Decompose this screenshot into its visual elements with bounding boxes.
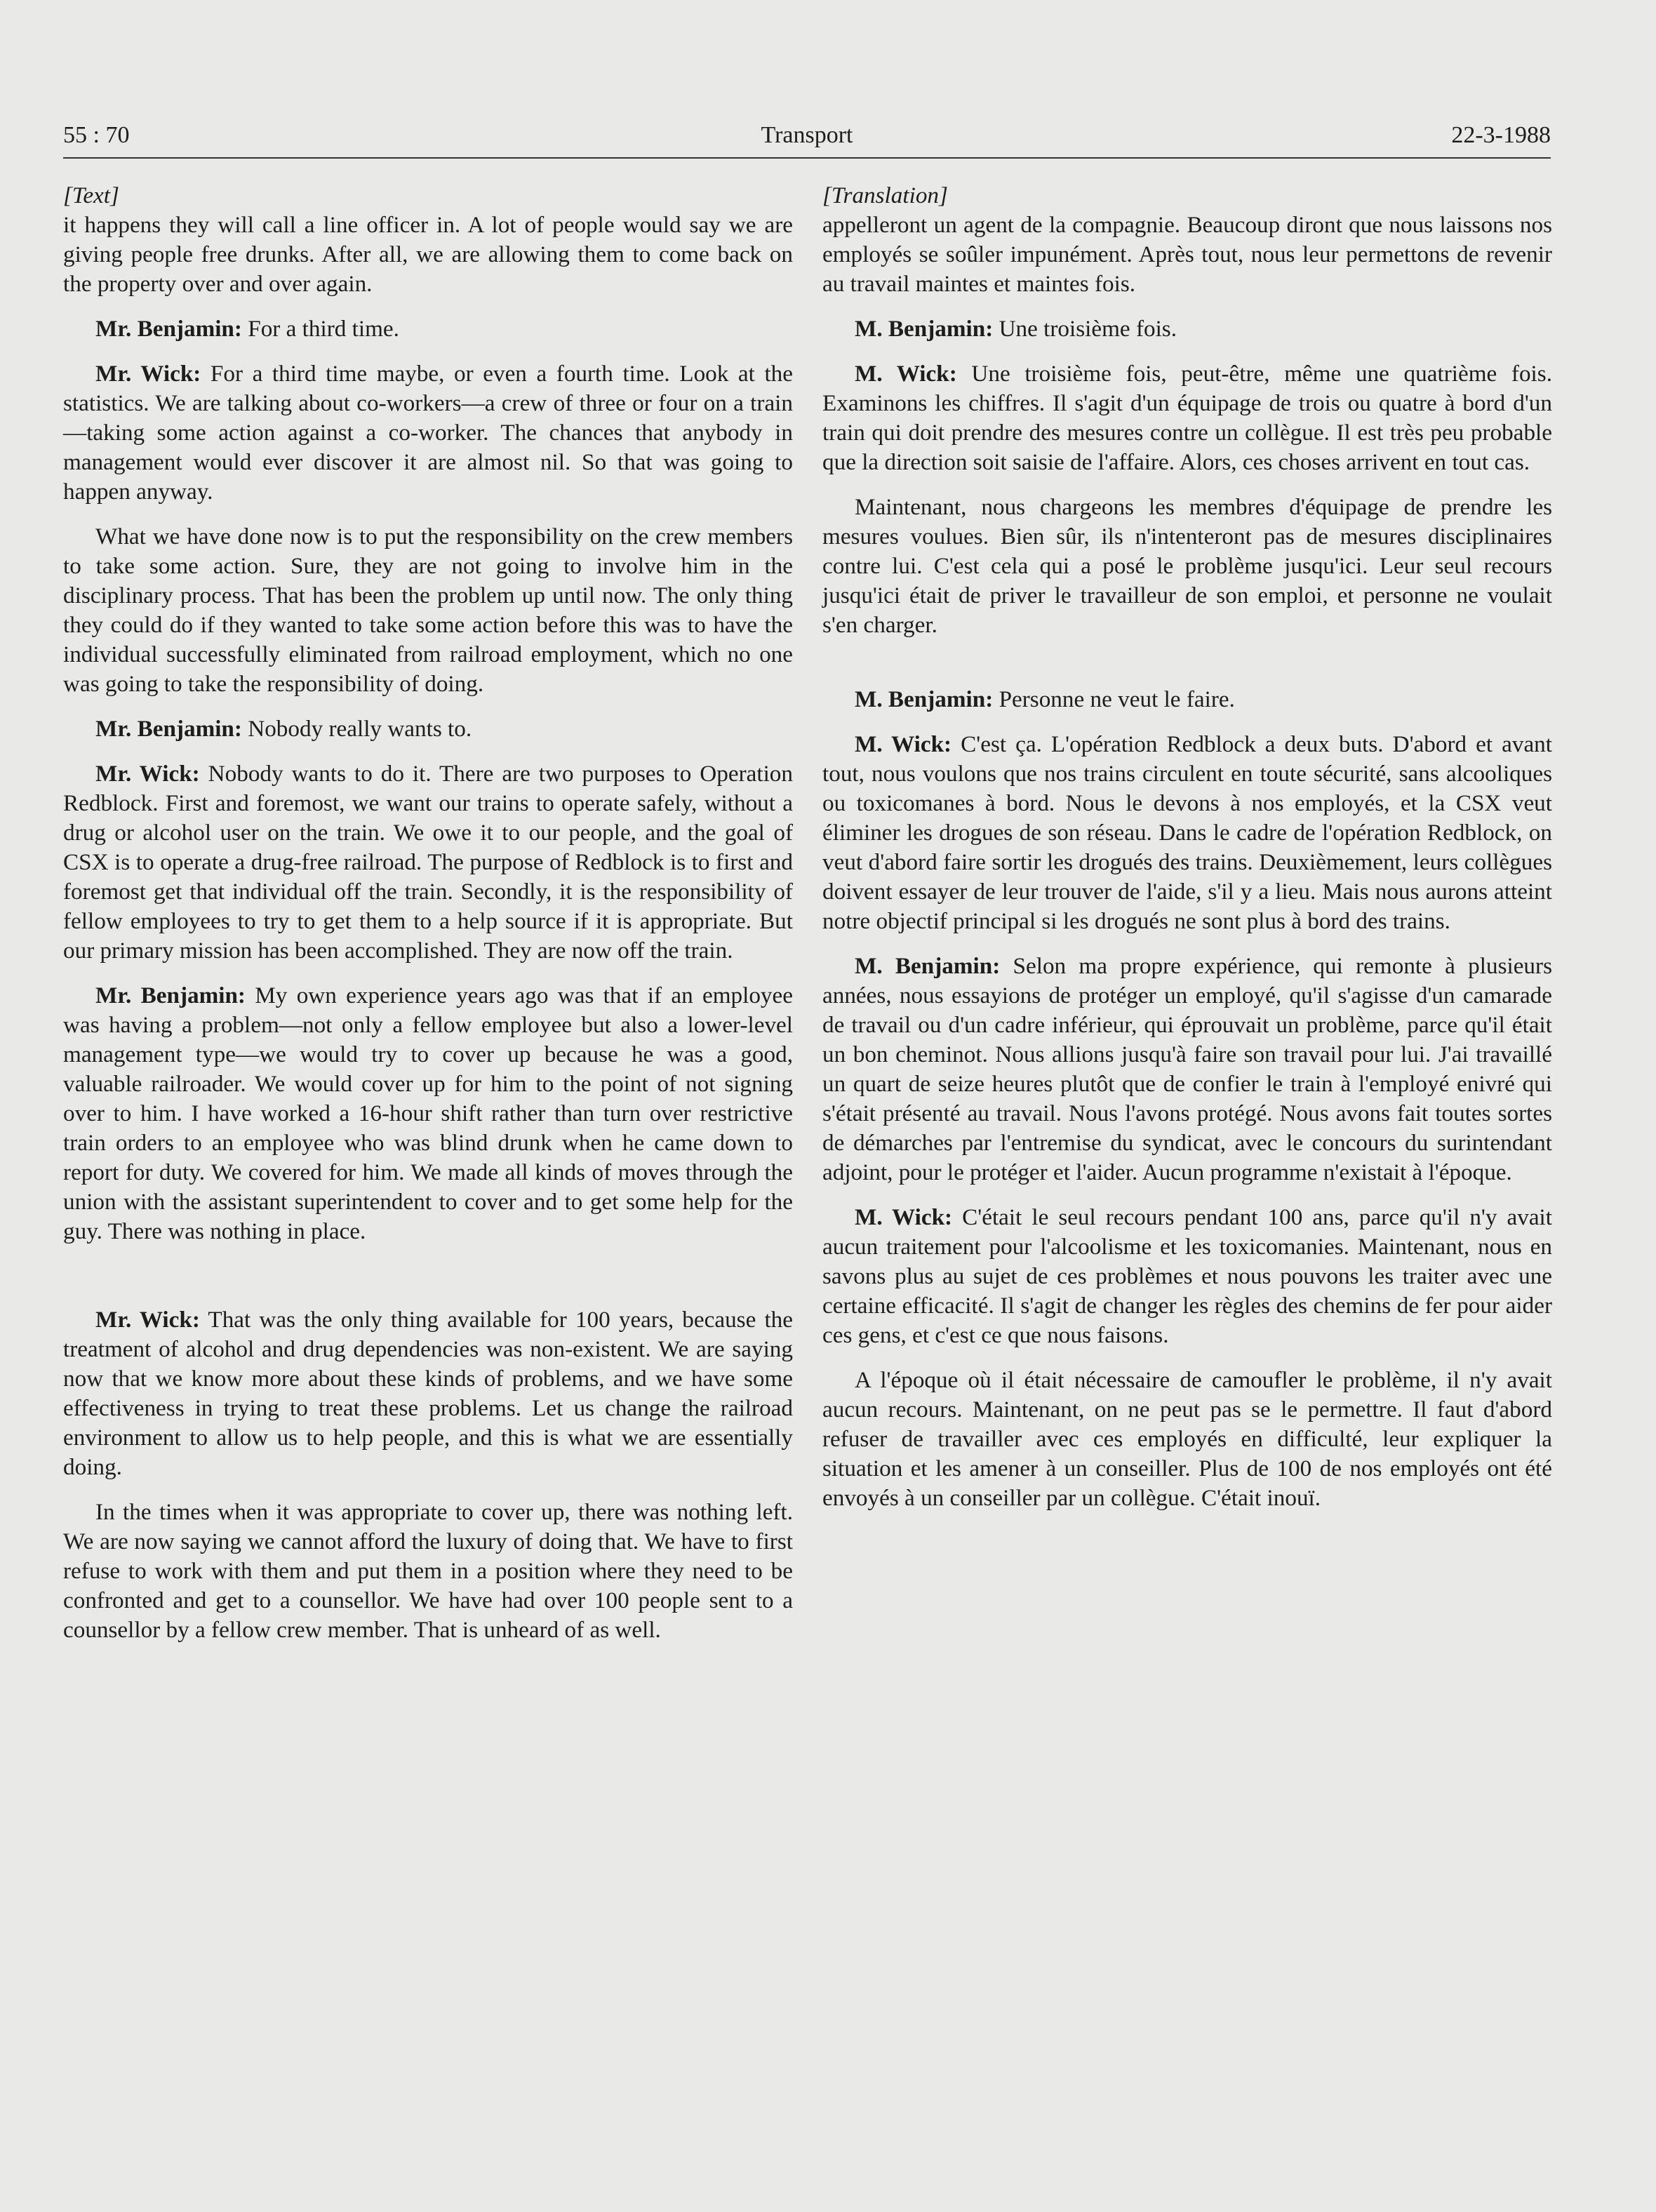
page-number: 55 : 70 (63, 122, 130, 148)
paragraph-text: My own experience years ago was that if an employee was having a problem—not only a fellow employee but also a lower-level management type—we would try to cover up because he was a good, valuable railroader. We would cover up for him to the point of not signing over to him. I have worked a 16-hour shift rather than turn over restrictive train orders to an employee who was blind drunk when he came down to report for duty. We covered for him. We made all kinds of moves through the union with the assistant superintendent to cover and to get some help for the guy. There was nothing in place. (63, 982, 793, 1244)
paragraph-text: Une troisième fois, peut-être, même une quatrième fois. Examinons les chiffres. Il s'agit d'un équipage de trois ou quatre à bord d'un train qui doit prendre des mesures contre un collègue. Il est très peu probable que la direction soit saisie de l'affaire. Alors, ces choses arrivent en tout cas. (822, 361, 1552, 475)
speaker-name: Mr. Wick: (95, 761, 200, 787)
paragraph (822, 730, 1552, 936)
speaker-name: Mr. Wick: (95, 361, 201, 387)
paragraph (63, 759, 793, 966)
paragraph (63, 359, 793, 507)
paragraph-text: Nobody really wants to. (241, 716, 472, 742)
continuation-text: it happens they will call a line officer in. A lot of people would say we are giving people free drunks. After all, we are allowing them to come back on the property over and over again. (63, 212, 793, 297)
paragraph (822, 493, 1552, 640)
paragraph-text: Une troisième fois. (993, 316, 1177, 342)
header-rule (63, 157, 1551, 159)
paragraph-text: A l'époque où il était nécessaire de camoufler le problème, il n'y avait aucun recours. Maintenant, on ne peut pas se le permettre. Il faut d'abord refuser de travailler avec ces employés en difficulté, leur expliquer la situation et les amener à un conseiller. Plus de 100 de nos employés ont été envoyés à un conseiller par un collègue. C'était inouï. (822, 1367, 1552, 1511)
speaker-name: M. Wick: (855, 361, 957, 387)
paragraph (63, 981, 793, 1246)
page-header (63, 122, 1551, 159)
paragraph-text: Selon ma propre expérience, qui remonte à plusieurs années, nous essayions de protéger un employé, qu'il s'agisse d'un camarade de travail ou d'un cadre inférieur, qui éprouvait un problème, parce qu'il était un bon cheminot. Nous allions jusqu'à faire son travail pour lui. J'ai travaillé un quart de seize heures plutôt que de confier le train à l'employé enivré qui s'était présenté au travail. Nous l'avons protégé. Nous avons fait toutes sortes de démarches par l'entremise du syndicat, avec le concours du surintendant adjoint, pour le protéger et l'aider. Aucun programme n'existait à l'époque. (822, 953, 1552, 1185)
paragraph-text: Personne ne veut le faire. (993, 686, 1235, 712)
paragraph-text: Maintenant, nous chargeons les membres d'équipage de prendre les mesures voulues. Bien sûr, ils n'intenteront pas de mesures disciplinaires contre lui. C'est cela qui a posé le problème jusqu'ici. Leur seul recours jusqu'ici était de priver le travailleur de son emploi, et personne ne voulait s'en charger. (822, 494, 1552, 638)
paragraph (63, 522, 793, 699)
paragraph (63, 1305, 793, 1482)
speaker-name: Mr. Wick: (95, 1307, 200, 1333)
paragraph (63, 1498, 793, 1645)
paragraph-text: Nobody wants to do it. There are two purposes to Operation Redblock. First and foremost, we want our trains to operate safely, without a drug or alcohol user on the train. We owe it to our people, and the goal of CSX is to operate a drug-free railroad. The purpose of Redblock is to first and foremost get that individual off the train. Secondly, it is the responsibility of fellow employees to try to get them to a help source if it is appropriate. But our primary mission has been accomplished. They are now off the train. (63, 761, 793, 964)
paragraph-text: For a third time maybe, or even a fourth time. Look at the statistics. We are talking about co-workers—a crew of three or four on a train—taking some action against a co-worker. The chances that anybody in management would ever discover it are almost nil. So that was going to happen anyway. (63, 361, 793, 505)
paragraph (822, 952, 1552, 1187)
paragraph-text: In the times when it was appropriate to cover up, there was nothing left. We are now saying we cannot afford the luxury of doing that. We have to first refuse to work with them and put them in a position where they need to be confronted and get to a counsellor. We have had over 100 people sent to a counsellor by a fellow crew member. That is unheard of as well. (63, 1499, 793, 1643)
running-title: Transport (761, 122, 853, 148)
paragraph (822, 1366, 1552, 1513)
speaker-name: Mr. Benjamin: (95, 716, 242, 742)
continuation-text: appelleront un agent de la compagnie. Beaucoup diront que nous laissons nos employés se soûler impunément. Après tout, nous leur permettons de revenir au travail maintes et maintes fois. (822, 212, 1552, 297)
speaker-name: M. Benjamin: (855, 953, 1001, 979)
english-column (63, 181, 793, 1645)
header-date: 22-3-1988 (1451, 122, 1551, 148)
paragraph (822, 359, 1552, 477)
speaker-name: M. Wick: (855, 1204, 953, 1230)
paragraph-text: What we have done now is to put the responsibility on the crew members to take some action. Sure, they are not going to involve him in the disciplinary process. That has been the problem up until now. The only thing they could do if they wanted to take some action before this was to have the individual successfully eliminated from railroad employment, which no one was going to take the responsibility of doing. (63, 524, 793, 697)
paragraph (63, 714, 793, 744)
paragraph-text: For a third time. (241, 316, 399, 342)
paragraph-text: That was the only thing available for 100 years, because the treatment of alcohol and drug dependencies was non-existent. We are saying now that we know more about these kinds of problems, and we have some effectiveness in trying to treat these problems. Let us change the railroad environment to allow us to help people, and this is what we are essentially doing. (63, 1307, 793, 1480)
speaker-name: M. Benjamin: (855, 686, 994, 712)
speaker-name: M. Wick: (855, 731, 952, 757)
paragraph (63, 314, 793, 344)
speaker-name: Mr. Benjamin: (95, 316, 242, 342)
french-column (822, 181, 1552, 1513)
paragraph (822, 685, 1552, 714)
speaker-name: Mr. Benjamin: (95, 982, 246, 1008)
column-label: [Text] (63, 182, 119, 208)
paragraph (822, 1203, 1552, 1350)
paragraph-text: C'est ça. L'opération Redblock a deux buts. D'abord et avant tout, nous voulons que nos trains circulent en toute sécurité, sans alcooliques ou toxicomanes à bord. Nous le devons à nos employés, et la CSX veut éliminer les drogues de son réseau. Dans le cadre de l'opération Redblock, on veut d'abord faire sortir les drogués des trains. Deuxièmement, leurs collègues doivent essayer de leur trouver de l'aide, s'il y a lieu. Mais nous aurons atteint notre objectif principal si les drogués ne sont plus à bord des trains. (822, 731, 1552, 934)
column-label: [Translation] (822, 182, 948, 208)
paragraph (822, 314, 1552, 344)
paragraph-text: C'était le seul recours pendant 100 ans, parce qu'il n'y avait aucun traitement pour l'alcoolisme et les toxicomanies. Maintenant, nous en savons plus au sujet de ces problèmes et nous pouvons les traiter avec une certaine efficacité. Il s'agit de changer les règles des chemins de fer pour aider ces gens, et c'est ce que nous faisons. (822, 1204, 1553, 1348)
speaker-name: M. Benjamin: (855, 316, 994, 342)
